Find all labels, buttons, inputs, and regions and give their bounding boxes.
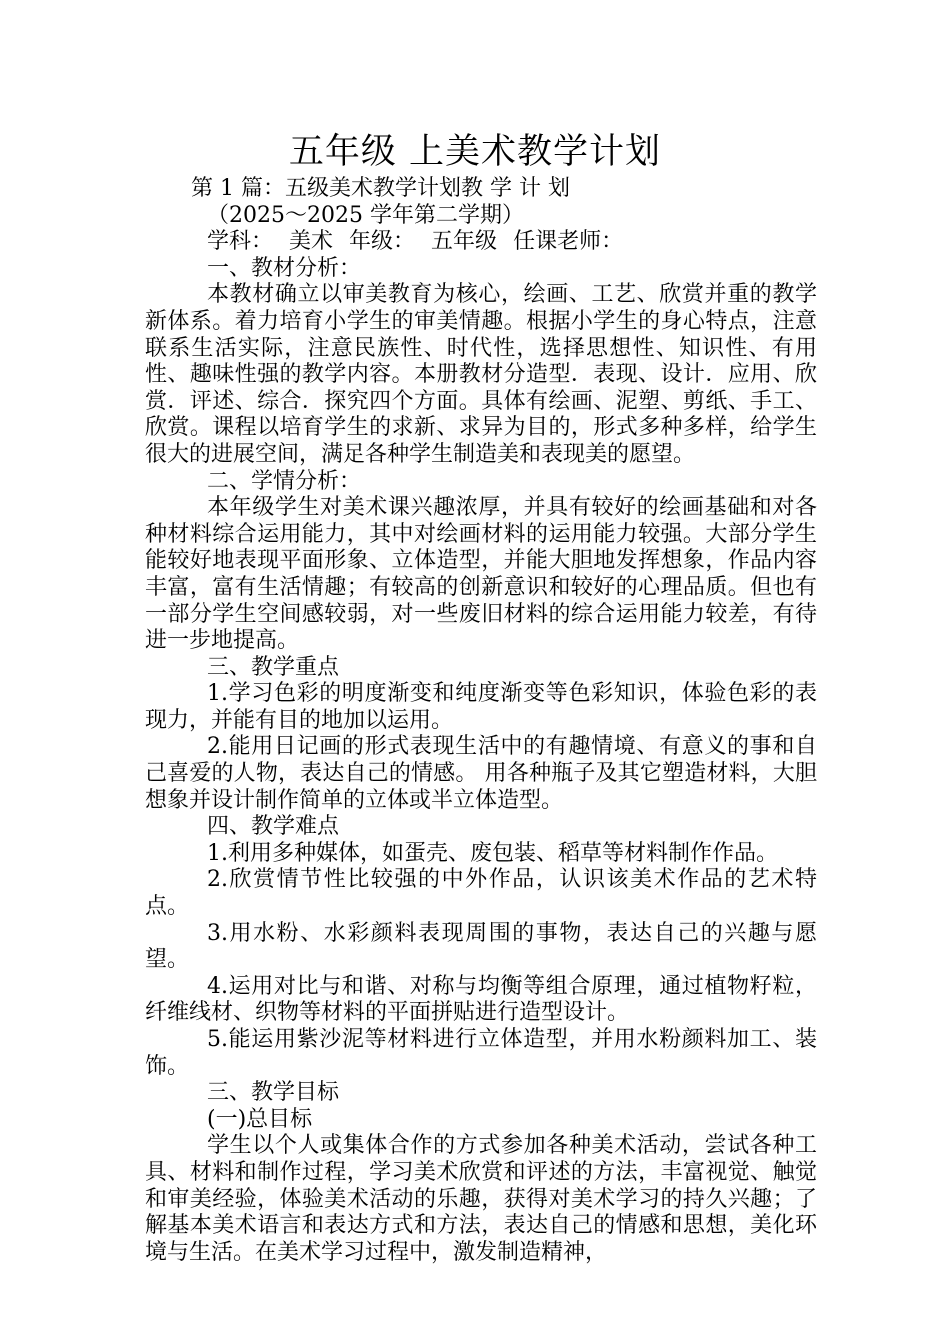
list-item: 2.欣赏情节性比较强的中外作品，认识该美术作品的艺术特点。 <box>145 867 817 920</box>
section-heading: 三、教学重点 <box>207 654 340 680</box>
section-heading: 二、学情分析： <box>207 468 362 494</box>
course-info <box>145 229 817 256</box>
section-heading: 三、教学目标 <box>207 1080 340 1106</box>
page-title: 五年级 上美术教学计划 <box>288 132 662 172</box>
list-item: 3.用水粉、水彩颜料表现周围的事物，表达自己的兴趣与愿望。 <box>145 920 817 973</box>
subject-value: 美术 <box>289 229 334 255</box>
teacher-label: 任课老师： <box>513 229 624 255</box>
list-item: 5.能运用紫沙泥等材料进行立体造型，并用水粉颜料加工、装饰。 <box>145 1027 817 1079</box>
grade-label: 年级： <box>349 229 416 255</box>
section-paragraph: 本年级学生对美术课兴趣浓厚，并具有较好的绘画基础和对各种材料综合运用能力，其中对绘画材料的运用能力较强。大部分学生能较好地表现平面形象、立体造型，并能大胆地发挥想象，作品内容丰富，富有生活情趣；有较高的创新意识和较好的心理品质。但也有一部分学生空间感较弱，对一些废旧材料的综合运用能力较差，有待进一步地提高。 <box>145 495 817 654</box>
section-heading: 一、教材分析： <box>207 255 362 281</box>
subject-label: 学科： <box>207 229 274 255</box>
document-body <box>145 176 817 1266</box>
list-item: 1.学习色彩的明度渐变和纯度渐变等色彩知识，体验色彩的表现力，并能有目的地加以运用。 <box>145 681 817 733</box>
section-heading: 四、教学难点 <box>207 814 340 840</box>
list-item: 1.利用多种媒体，如蛋壳、废包装、稻草等材料制作作品。 <box>207 840 778 866</box>
subtitle: 第 1 篇：五级美术教学计划教 学 计 划 <box>191 176 570 201</box>
list-item: 2.能用日记画的形式表现生活中的有趣情境、有意义的事和自己喜爱的人物，表达自己的情感。 用各种瓶子及其它塑造材料，大胆想象并设计制作简单的立体或半立体造型。 <box>145 734 817 813</box>
list-item: 4.运用对比与和谐、对称与均衡等组合原理，通过植物籽粒，纤维线材、织物等材料的平面拼贴进行造型设计。 <box>145 973 817 1026</box>
grade-value: 五年级 <box>431 229 498 255</box>
term-line: （2025～2025 学年第二学期） <box>207 202 524 228</box>
section-paragraph: 本教材确立以审美教育为核心，绘画、工艺、欣赏并重的教学新体系。着力培育小学生的审美情趣。根据小学生的身心特点，注意联系生活实际，注意民族性、时代性，选择思想性、知识性、有用性、趣味性强的教学内容。本册教材分造型．表现、设计．应用、欣赏．评述、综合．探究四个方面。具体有绘画、泥塑、剪纸、手工、欣赏。课程以培育学生的求新、求异为目的，形式多种多样，给学生很大的进展空间，满足各种学生制造美和表现美的愿望。 <box>145 282 817 467</box>
subsection-heading: (一)总目标 <box>207 1106 313 1132</box>
section-paragraph: 学生以个人或集体合作的方式参加各种美术活动，尝试各种工具、材料和制作过程，学习美术欣赏和评述的方法，丰富视觉、触觉和审美经验，体验美术活动的乐趣，获得对美术学习的持久兴趣；了解基本美术语言和表达方式和方法，表达自己的情感和思想，美化环境与生活。在美术学习过程中，激发制造精神， <box>145 1133 817 1265</box>
